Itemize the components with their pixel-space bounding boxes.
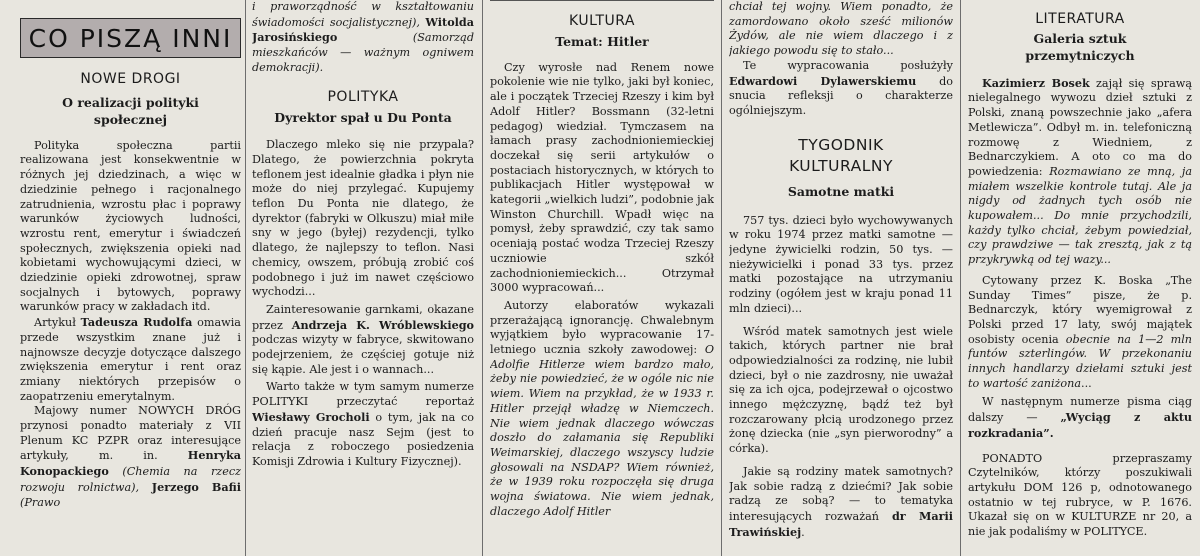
paragraph: Zainteresowanie garnkami, okazane przez Andrzeja K. Wróblewskiego podczas wizyty w fabryce, skwitowano podejrzeniem, że częściej gotuje niż się kąpie. Ale jest i o wannach...	[252, 302, 474, 376]
paragraph: Cytowany przez K. Boska „The Sunday Times” pisze, że p. Bednarczyk, który wyemigrował z Polski przed 17 laty, swój majątek osobisty ocenia obecnie na 1—2 mln funtów szterlingów. W przekonaniu innych handlarzy dziełami sztuki jest to wartość zaniżona...	[968, 273, 1192, 390]
paragraph: PONADTO przepraszamy Czytelników, którzy poszukiwali artykułu DOM 126 p, odnotowanego ostatnio w tej rubryce, w P. 1676. Ukazał się on w KULTURZE nr 20, a nie jak podaliśmy w POLITYCE.	[968, 451, 1192, 539]
paragraph: Czy wyrosłe nad Renem nowe pokolenie wie nie tylko, jaki był koniec, ale i początek Trzeciej Rzeszy i kim był Adolf Hitler? Bossmann (32-letni pedagog) wiedział. Tymczasem na łamach prasy zachodnioniemieckiej doczekał się serii artykułów o postaciach historycznych, w których to publikacjach Hitler występował w kategorii „wielkich ludzi”, podobnie jak Winston Churchill. Wpadł więc na pomysł, żeby sprawdzić, czy tak samo oceniają postać wodza Trzeciej Rzeszy uczniowie szkół zachodnioniemieckich... Otrzymał 3000 wypracowań...	[490, 60, 714, 295]
article-headline: przemytniczych	[1025, 47, 1135, 63]
paragraph: Dlaczego mleko się nie przypala? Dlatego, że powierzchnia pokryta teflonem jest idealnie gładka i płyn nie może do niej przylegać. Kupujemy teflon Du Ponta nie dlatego, że dyrektor (fabryki w Olkuszu) miał miłe sny w jego (byłej) rezydencji, tylko dlatego, że najlepszy to teflon. Nasi chemicy, owszem, próbują zrobić coś podobnego i już im nawet częściowo wychodzi...	[252, 138, 474, 299]
paragraph: Artykuł Tadeusza Rudolfa omawia przede wszystkim znane już i najnowsze decyzje dotyczące dalszego zwiększenia emerytur i rent oraz zmiany niektórych przepisów o zaopatrzeniu emerytalnym.	[20, 315, 241, 403]
section-title: TYGODNIK	[798, 135, 884, 154]
tygodnik-column	[729, 0, 953, 556]
section-title: NOWE DROGI	[80, 72, 181, 87]
section-rule	[490, 0, 714, 1]
paragraph: Majowy numer NOWYCH DRÓG przynosi ponadto materiały z VII Plenum KC PZPR oraz interesujące artykuły, m. in. Henryka Konopackiego (Chemia na rzecz rozwoju rolnictwa), Jerzego Bafii (Prawo	[20, 404, 241, 509]
paragraph: Jakie są rodziny matek samotnych? Jak sobie radzą z dziećmi? Jak sobie radzą ze sobą? — to tematyka interesujących rozważań dr Marii Trawińskiej.	[729, 464, 953, 539]
paragraph: Warto także w tym samym numerze POLITYKI przeczytać reportaż Wiesławy Grocholi o tym, jak na co dzień pracuje nasz Sejm (jest to relacja z roboczego posiedzenia Komisji Zdrowia i Kultury Fizycznej).	[252, 380, 474, 468]
column-rule	[245, 0, 246, 556]
article-headline: Galeria sztuk	[1033, 30, 1127, 46]
article-headline: Dyrektor spał u Du Ponta	[274, 110, 452, 126]
paragraph: 757 tys. dzieci było wychowywanych w roku 1974 przez matki samotne — jedyne żywicielki rodzin, 50 tys. — nieżywicielki i ponad 33 tys. przez matki pozostające na utrzymaniu rodziny (ogółem jest w kraju ponad 11 mln dzieci)...	[729, 213, 953, 315]
article-headline: Samotne matki	[787, 183, 895, 199]
literatura-column	[968, 12, 1192, 556]
paragraph: Wśród matek samotnych jest wiele takich, których partner nie brał odpowiedzialności za rodzinę, nie lubił dzieci, był o nie zazdrosny, nie uważał się za ich ojca, podejrzewał o ojcostwo innego mężczyznę, bądź też był rozczarowany płcią urodzonego przez żonę dziecka (nie „syn pierworodny” a córka).	[729, 324, 953, 456]
paragraph: chciał tej wojny. Wiem ponadto, że zamordowano około sześć milionów Żydów, ale nie wiem dlaczego i z jakiego powodu się to stało...	[729, 0, 953, 58]
nowe-drogi-column	[20, 72, 241, 556]
paragraph: i praworządność w kształtowaniu świadomości socjalistycznej), Witolda Jarosińskiego (Samorząd mieszkańców — ważnym ogniwem demokracji).	[252, 0, 474, 74]
section-title: KULTURALNY	[789, 156, 893, 175]
column-rule	[960, 0, 961, 556]
article-headline: O realizacji polityki społecznej	[62, 94, 199, 127]
paragraph: W następnym numerze pisma ciąg dalszy — „Wyciąg z aktu rozkradania”.	[968, 395, 1192, 440]
paragraph: Autorzy elaboratów wykazali przerażającą ignorancję. Chwalebnym wyjątkiem było wypracowanie 17-letniego ucznia szkoły zawodowej: O Adolfie Hitlerze wiem bardzo mało, żeby nie powiedzieć, że w ogóle nic nie wiem. Wiem na przykład, że w 1933 r. Hitler przejął władzę w Niemczech. Nie wiem jednak dlaczego wówczas doszło do załamania się Republiki Weimarskiej, dlaczego wszyscy ludzie głosowali na NSDAP? Wiem również, że w 1939 roku rozpoczęła się druga wojna światowa. Nie wiem jednak, dlaczego Adolf Hitler	[490, 298, 714, 518]
paragraph: Te wypracowania posłużyły Edwardowi Dylawerskiemu do snucia refleksji o charakterze ogólniejszym.	[729, 58, 953, 117]
article-headline: Temat: Hitler	[555, 33, 649, 49]
column-rule	[721, 0, 722, 556]
polityka-column	[252, 0, 474, 556]
paragraph: Kazimierz Bosek zajął się sprawą nielegalnego wywozu dzieł sztuki z Polski, znaną powszechnie jako „afera Metlewicza”. Odbył m. in. telefoniczną rozmowę z Wiedniem, z Bednarczykiem. A oto co ma do powiedzenia: Rozmawiano ze mną, ja miałem wszelkie kontrole tutaj. Ale ja nigdy od żadnych tych osób nie kupowałem... Do mnie przychodzili, każdy tylko chciał, żebym powiedział, czy prawdziwe — tak zresztą, jak z tą przykrywką od tej wazy...	[968, 75, 1192, 267]
section-title: POLITYKA	[327, 88, 399, 105]
section-title: LITERATURA	[1035, 12, 1125, 27]
column-rule	[482, 0, 483, 556]
kultura-column	[490, 14, 714, 556]
column-banner: CO PISZĄ INNI	[20, 18, 241, 58]
section-title: KULTURA	[569, 14, 635, 29]
paragraph: Polityka społeczna partii realizowana jest konsekwentnie w różnych jej dziedzinach, a więc w dziedzinie pełnego i racjonalnego zatrudnienia, wzrostu płac i poprawy warunków życiowych ludności, wzrostu rent, emerytur i świadczeń społecznych, zwiększenia opieki nad kobietami wychowującymi dzieci, w dziedzinie opieki zdrowotnej, spraw socjalnych i bytowych, poprawy warunków pracy w zakładach itd.	[20, 138, 241, 314]
